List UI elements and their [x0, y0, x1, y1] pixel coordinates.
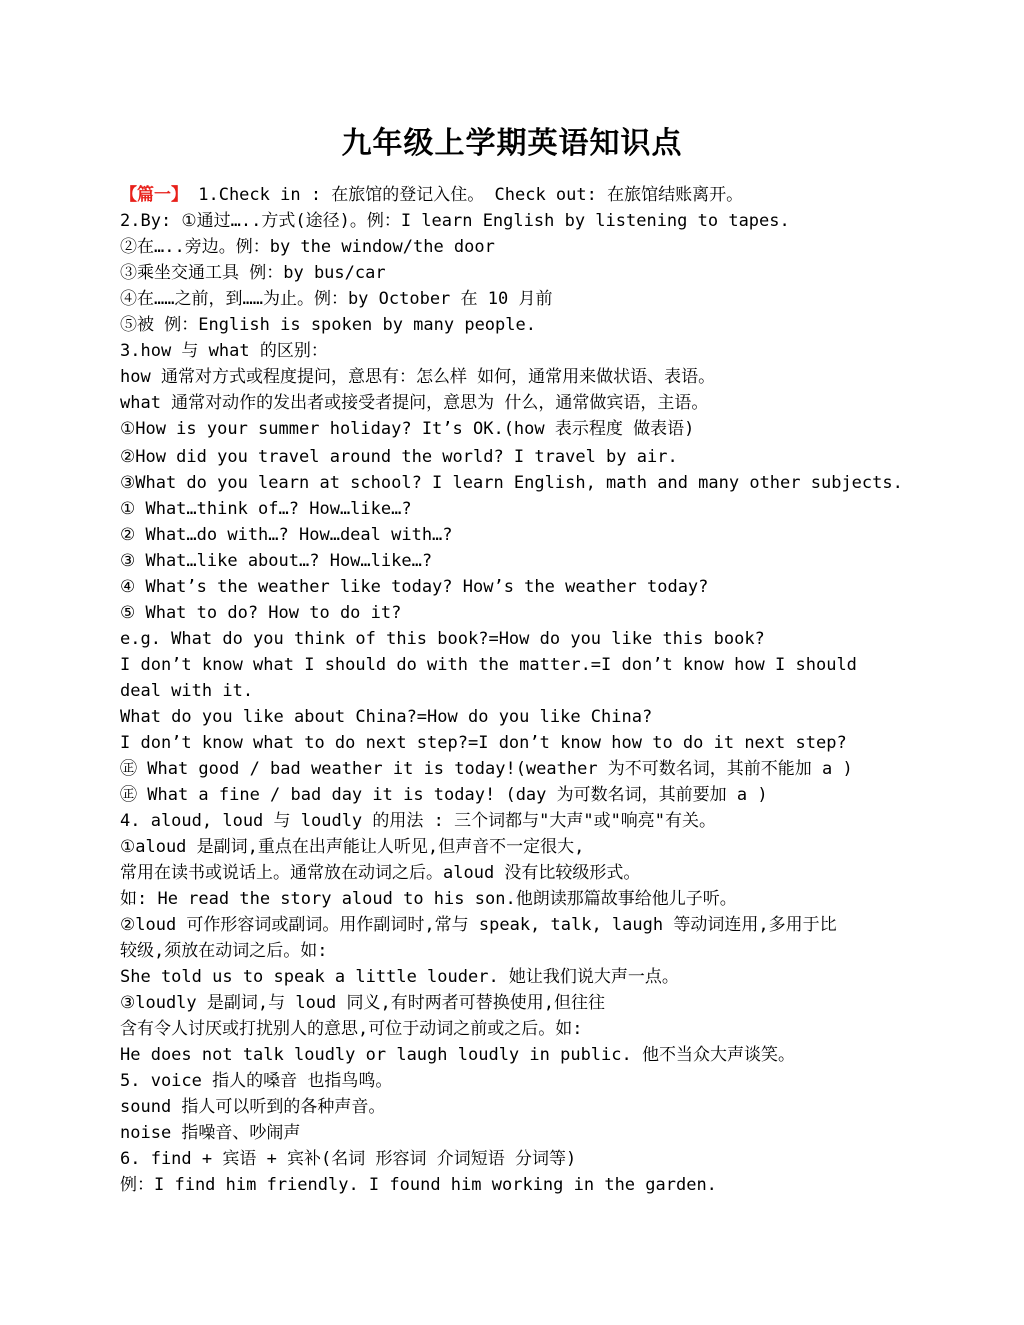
text-line-15: ③ What…like about…? How…like…? [120, 551, 433, 571]
text-line-20: deal with it. [120, 681, 254, 701]
text-line-13: ① What…think of…? How…like…? [120, 499, 412, 519]
text-line-22: I don’t know what to do next step?=I don’t know how to do it next step? [120, 733, 847, 753]
text-line-21: What do you like about China?=How do you like China? [120, 707, 653, 727]
text-line-18: e.g. What do you think of this book?=How do you like this book? [120, 629, 765, 649]
text-line-31: She told us to speak a little louder. 她让我们说大声一点。 [120, 967, 679, 987]
text-line-5: ④在……之前，到……为止。例：by October 在 10 月前 [120, 289, 553, 309]
text-line-39: 例：I find him friendly. I found him working in the garden. [120, 1175, 717, 1195]
text-line-25: 4. aloud, loud 与 loudly 的用法 : 三个词都与"大声"或"响亮"有关。 [120, 811, 717, 831]
text-line-9: what 通常对动作的发出者或接受者提问，意思为 什么，通常做宾语，主语。 [120, 393, 709, 413]
text-line-3: ②在…..旁边。例：by the window/the door [120, 237, 495, 257]
text-line-10: ①How is your summer holiday? It’s OK.(how 表示程度 做表语) [120, 419, 695, 439]
page-title: 九年级上学期英语知识点 [341, 126, 683, 161]
text-line-26: ①aloud 是副词,重点在出声能让人听见,但声音不一定很大, [120, 837, 585, 857]
text-line-33: 含有令人讨厌或打扰别人的意思,可位于动词之前或之后。如: [120, 1019, 583, 1039]
text-line-8: how 通常对方式或程度提问，意思有：怎么样 如何，通常用来做状语、表语。 [120, 367, 716, 387]
text-line-29: ②loud 可作形容词或副词。用作副词时,常与 speak, talk, laugh 等动词连用,多用于比 [120, 915, 837, 935]
text-line-30: 较级,须放在动词之后。如: [120, 941, 328, 961]
text-line-11: ②How did you travel around the world? I travel by air. [120, 447, 678, 467]
text-line-4: ③乘坐交通工具 例：by bus/car [120, 263, 386, 283]
text-line-12: ③What do you learn at school? I learn English, math and many other subjects. [120, 473, 903, 493]
text-line-23: ㊣ What good / bad weather it is today!(weather 为不可数名词，其前不能加 a ) [120, 759, 853, 779]
text-line-32: ③loudly 是副词,与 loud 同义,有时两者可替换使用,但往往 [120, 993, 605, 1013]
text-line-37: noise 指噪音、吵闹声 [120, 1123, 301, 1143]
text-line-24: ㊣ What a fine / bad day it is today! (day 为可数名词，其前要加 a ) [120, 785, 768, 805]
text-line-1-content: 1.Check in : 在旅馆的登记入住。 Check out: 在旅馆结账离开。 [188, 185, 744, 205]
text-line-1 [120, 182, 910, 208]
text-line-28: 如: He read the story aloud to his son.他朗读那篇故事给他儿子听。 [120, 889, 737, 909]
text-line-2: 2.By: ①通过…..方式(途径)。例：I learn English by listening to tapes. [120, 211, 790, 231]
text-line-14: ② What…do with…? How…deal with…? [120, 525, 453, 545]
text-line-27: 常用在读书或说话上。通常放在动词之后。aloud 没有比较级形式。 [120, 863, 641, 883]
text-line-17: ⑤ What to do? How to do it? [120, 603, 402, 623]
document-body [120, 182, 910, 1198]
text-line-35: 5. voice 指人的嗓音 也指鸟鸣。 [120, 1071, 393, 1091]
text-line-36: sound 指人可以听到的各种声音。 [120, 1097, 386, 1117]
text-line-16: ④ What’s the weather like today? How’s the weather today? [120, 577, 709, 597]
text-line-19: I don’t know what I should do with the matter.=I don’t know how I should [120, 655, 857, 675]
text-line-34: He does not talk loudly or laugh loudly in public. 他不当众大声谈笑。 [120, 1045, 795, 1065]
text-line-7: 3.how 与 what 的区别： [120, 341, 328, 361]
text-line-6: ⑤被 例：English is spoken by many people. [120, 315, 536, 335]
text-line-38: 6. find + 宾语 + 宾补(名词 形容词 介词短语 分词等) [120, 1149, 577, 1169]
section-tag: 【篇一】 [120, 185, 188, 205]
